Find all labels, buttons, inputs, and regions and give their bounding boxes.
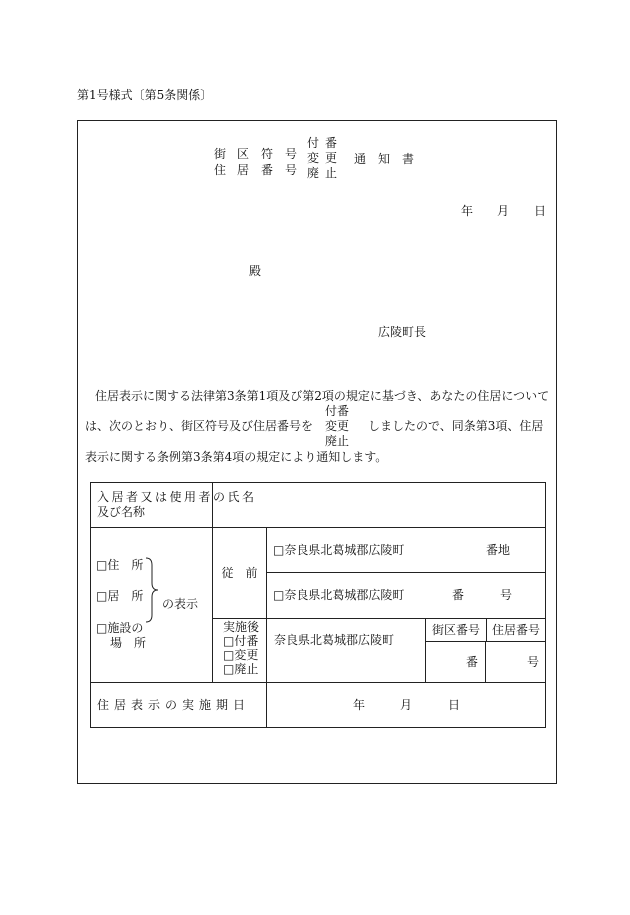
display-suffix: の表示: [162, 597, 199, 611]
after-check-abolish: □廃止: [223, 662, 259, 676]
body-option-2: 変更: [325, 419, 350, 433]
title-options: [307, 136, 343, 181]
body-option-3: 廃止: [325, 434, 350, 448]
after-address: 奈良県北葛城郡広陵町: [274, 633, 395, 647]
resident-label-cell: [91, 483, 257, 528]
issuer: 広陵町長: [378, 325, 427, 339]
block-number-header: 街区番号: [426, 619, 487, 641]
title-char: 街: [214, 147, 227, 161]
impl-day: 日: [448, 698, 461, 712]
former-row2-ban: 番: [452, 588, 465, 602]
title-col-a: [214, 146, 226, 178]
display-check-residence: □居 所: [96, 589, 144, 603]
block-number-value: 番: [426, 642, 486, 682]
body-line-1: 住居表示に関する法律第3条第1項及び第2項の規定に基づき、あなたの住居について: [95, 389, 550, 403]
former-row2-address: □奈良県北葛城郡広陵町: [273, 588, 405, 602]
impl-date-cell: [267, 683, 546, 728]
title-char: 号: [285, 163, 298, 177]
after-numbers-values: [426, 642, 545, 682]
title-char: 号: [285, 147, 298, 161]
date-month: 月: [497, 204, 510, 218]
impl-month: 月: [400, 698, 413, 712]
title-col-d: [285, 146, 297, 178]
impl-label-cell: [91, 683, 267, 728]
title-char: 番: [261, 163, 274, 177]
former-label-cell: [213, 528, 267, 619]
title-char: 区: [237, 147, 250, 161]
implementation-row: [91, 683, 546, 728]
title-col-b: [237, 146, 249, 178]
after-address-cell: [267, 619, 426, 683]
impl-label: 住居表示の実施期日: [97, 697, 251, 712]
form-number-header: 第1号様式〔第5条関係〕: [77, 88, 213, 102]
resident-row: [91, 483, 546, 528]
title-option: 廃止: [307, 166, 344, 180]
title-char: 居: [237, 163, 250, 177]
after-check-assign: □付番: [223, 634, 259, 648]
after-label-cell: [213, 619, 267, 683]
after-label: 実施後: [223, 620, 260, 634]
title-col-c: [261, 146, 273, 178]
after-numbers-header: [426, 619, 545, 642]
recipient-suffix: 殿: [249, 264, 262, 278]
impl-year: 年: [353, 698, 366, 712]
resident-label-2: 及び名称: [97, 505, 146, 519]
date-year: 年: [461, 204, 474, 218]
date-day: 日: [534, 204, 547, 218]
former-row2-cell: [267, 573, 546, 619]
resident-value-cell: [213, 483, 546, 528]
title-option: 付番: [307, 136, 344, 150]
former-label: 従 前: [221, 565, 258, 580]
title-char: 符: [261, 147, 274, 161]
display-check-facility: □施設の: [96, 621, 144, 635]
body-line-3: 表示に関する条例第3条第4項の規定により通知します。: [85, 450, 388, 464]
title-option: 変更: [307, 151, 344, 165]
body-line-2-pre: は、次のとおり、街区符号及び住居番号を: [85, 419, 314, 433]
title-suffix: 通知書: [354, 152, 427, 166]
after-numbers-cell: [426, 619, 546, 683]
title-char: 住: [214, 163, 227, 177]
former-row2-go: 号: [500, 588, 513, 602]
brace-icon: [145, 557, 159, 623]
display-check-address: □住 所: [96, 558, 144, 572]
body-line-2-post: しましたので、同条第3項、住居: [368, 419, 544, 433]
body-option-1: 付番: [325, 404, 350, 418]
former-row1-cell: [267, 528, 546, 573]
after-check-change: □変更: [223, 648, 259, 662]
former-row1-suffix: 番地: [486, 543, 511, 557]
display-check-facility-2: 場 所: [110, 636, 147, 650]
house-number-value: 号: [526, 654, 539, 669]
former-row1-address: □奈良県北葛城郡広陵町: [273, 543, 405, 557]
resident-label-1: 入居者又は使用者の氏名: [97, 490, 257, 504]
house-number-header: 住居番号: [491, 622, 540, 637]
